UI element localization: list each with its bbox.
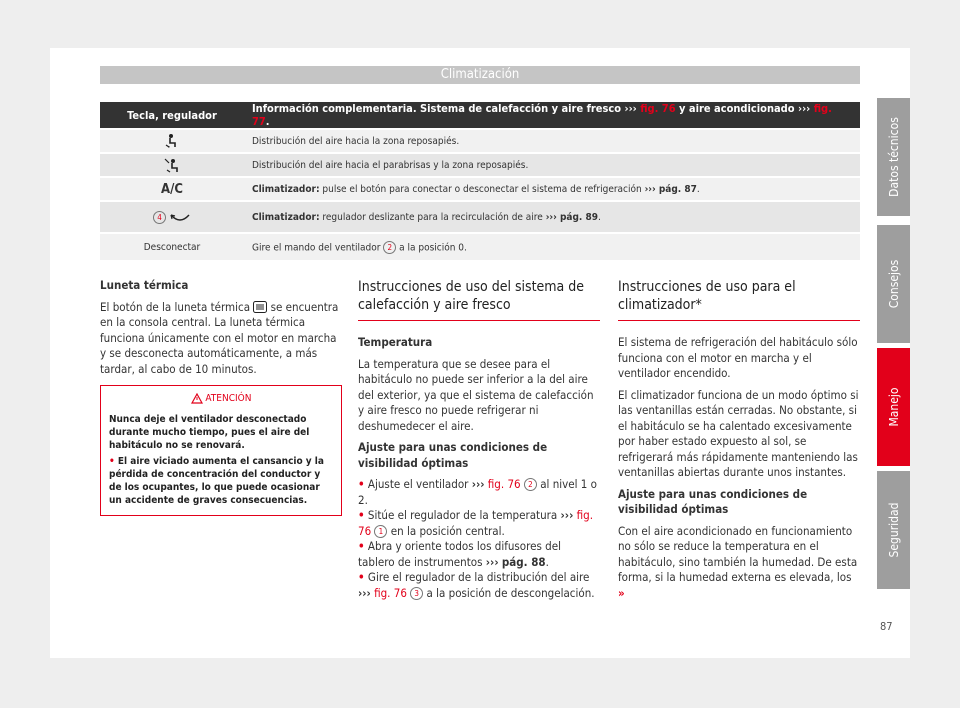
key-cell: [100, 129, 244, 153]
chapter-header: Climatización: [100, 66, 860, 84]
info-cell: Distribución del aire hacia el parabrisas y la zona reposapiés.: [244, 153, 860, 177]
table-header-row: [100, 102, 860, 129]
info-cell: Climatizador: regulador deslizante para la recirculación de aire ››› pág. 89.: [244, 201, 860, 233]
paragraph: El sistema de refrigeración del habitáculo sólo funciona con el motor en marcha y el ventilador encendido.: [618, 335, 858, 380]
paragraph: El climatizador funciona de un modo óptimo si las ventanillas están cerradas. No obstante, si el habitáculo se ha calentado excesivamente por haber estado expuesto al sol, se refrigerará más rápidamente manteniendo las ventanillas abiertas durante unos instantes.: [618, 387, 859, 479]
page-ref[interactable]: pág. 89: [556, 211, 598, 223]
info-cell: Distribución del aire hacia la zona reposapiés.: [244, 129, 860, 153]
section-title: Instrucciones de uso del sistema de calefacción y aire fresco: [358, 278, 600, 321]
list-item: • Ajuste el ventilador ››› fig. 76 2 al nivel 1 o 2.: [358, 477, 597, 507]
table-row: [100, 233, 860, 260]
fig-ref-link[interactable]: fig. 76: [487, 477, 521, 491]
fig-ref-link[interactable]: fig. 76: [374, 585, 407, 600]
subheading: Ajuste para unas condiciones de visibilidad óptimas: [358, 440, 548, 470]
tab-seguridad[interactable]: Seguridad: [877, 471, 910, 589]
tab-consejos[interactable]: Consejos: [877, 225, 910, 343]
list-item: • Sitúe el regulador de la temperatura ››› fig. 76 1 en la posición central.: [358, 508, 594, 538]
windscreen-footwell-icon: [162, 157, 182, 173]
callout-number: 4: [153, 211, 166, 224]
page-number: 87: [880, 620, 893, 633]
controls-table: [100, 102, 860, 260]
footwell-icon: [162, 133, 182, 149]
rear-window-heater-icon: [253, 301, 267, 313]
subheading: Ajuste para unas condiciones de visibilidad óptimas: [618, 486, 808, 516]
info-cell: Climatizador: pulse el botón para conectar o desconectar el sistema de refrigeración ››› pág. 87.: [244, 177, 860, 201]
recirculation-icon: [169, 211, 191, 223]
right-column: [618, 278, 860, 607]
fig-ref-link[interactable]: fig. 76: [358, 508, 594, 538]
page-ref[interactable]: pág. 88: [501, 554, 546, 569]
left-column: [100, 278, 342, 383]
key-cell: [100, 201, 244, 233]
tab-datos-tecnicos[interactable]: Datos técnicos: [877, 98, 910, 216]
paragraph: La temperatura que se desee para el habitáculo no puede ser inferior a la del aire del exterior, ya que el sistema de calefacción y aire fresco no puede refrigerar ni deshumedecer el aire.: [358, 356, 594, 433]
fig-ref-link[interactable]: fig. 77: [252, 102, 832, 128]
warning-title: ATENCIÓN: [101, 386, 341, 411]
middle-column: [358, 278, 600, 601]
paragraph: El botón de la luneta térmica se encuentra en la consola central. La luneta térmica funciona únicamente con el motor en marcha y se desconecta automáticamente, a más tardar, al cabo de 10 minutos.: [100, 299, 339, 376]
list-item: • Abra y oriente todos los difusores del tablero de instrumentos ››› pág. 88.: [358, 539, 561, 569]
key-cell: [100, 153, 244, 177]
table-row: [100, 177, 860, 201]
fig-ref-link[interactable]: fig. 76: [640, 102, 676, 115]
table-header-col1: Tecla, regulador: [100, 102, 244, 129]
page-ref[interactable]: pág. 87: [655, 183, 697, 195]
section-title: Instrucciones de uso para el climatizador*: [618, 278, 860, 321]
callout-number: 2: [383, 241, 396, 254]
warning-body: Nunca deje el ventilador desconectado durante mucho tiempo, pues el aire del habitáculo no se renovará. • El aire viciado aumenta el cansancio y la pérdida de concentración del conductor y de los ocupantes, lo que puede ocasionar un accidente de graves consecuencias.: [109, 414, 324, 506]
warning-box: [100, 385, 342, 516]
list-item: • Gire el regulador de la distribución del aire ››› fig. 76 3 a la posición de descongelación.: [358, 570, 595, 600]
info-cell: Gire el mando del ventilador 2 a la posición 0.: [244, 233, 860, 260]
key-cell: Desconectar: [100, 233, 244, 260]
table-row: [100, 129, 860, 153]
ac-button-label: A/C: [100, 177, 244, 201]
table-header-col2: Información complementaria. Sistema de calefacción y aire fresco ››› fig. 76 y aire acondicionado ››› fig. 77.: [244, 102, 860, 129]
warning-triangle-icon: [191, 393, 203, 404]
section-heading: Luneta térmica: [100, 278, 189, 292]
paragraph: Con el aire acondicionado en funcionamiento no sólo se reduce la temperatura en el habitáculo, sino también la humedad. De esta forma, si la humedad externa es elevada, los »: [618, 523, 858, 600]
subheading: Temperatura: [358, 335, 433, 349]
table-row: [100, 153, 860, 177]
continue-arrow: »: [618, 585, 625, 600]
table-row: [100, 201, 860, 233]
tab-manejo[interactable]: Manejo: [877, 348, 910, 466]
